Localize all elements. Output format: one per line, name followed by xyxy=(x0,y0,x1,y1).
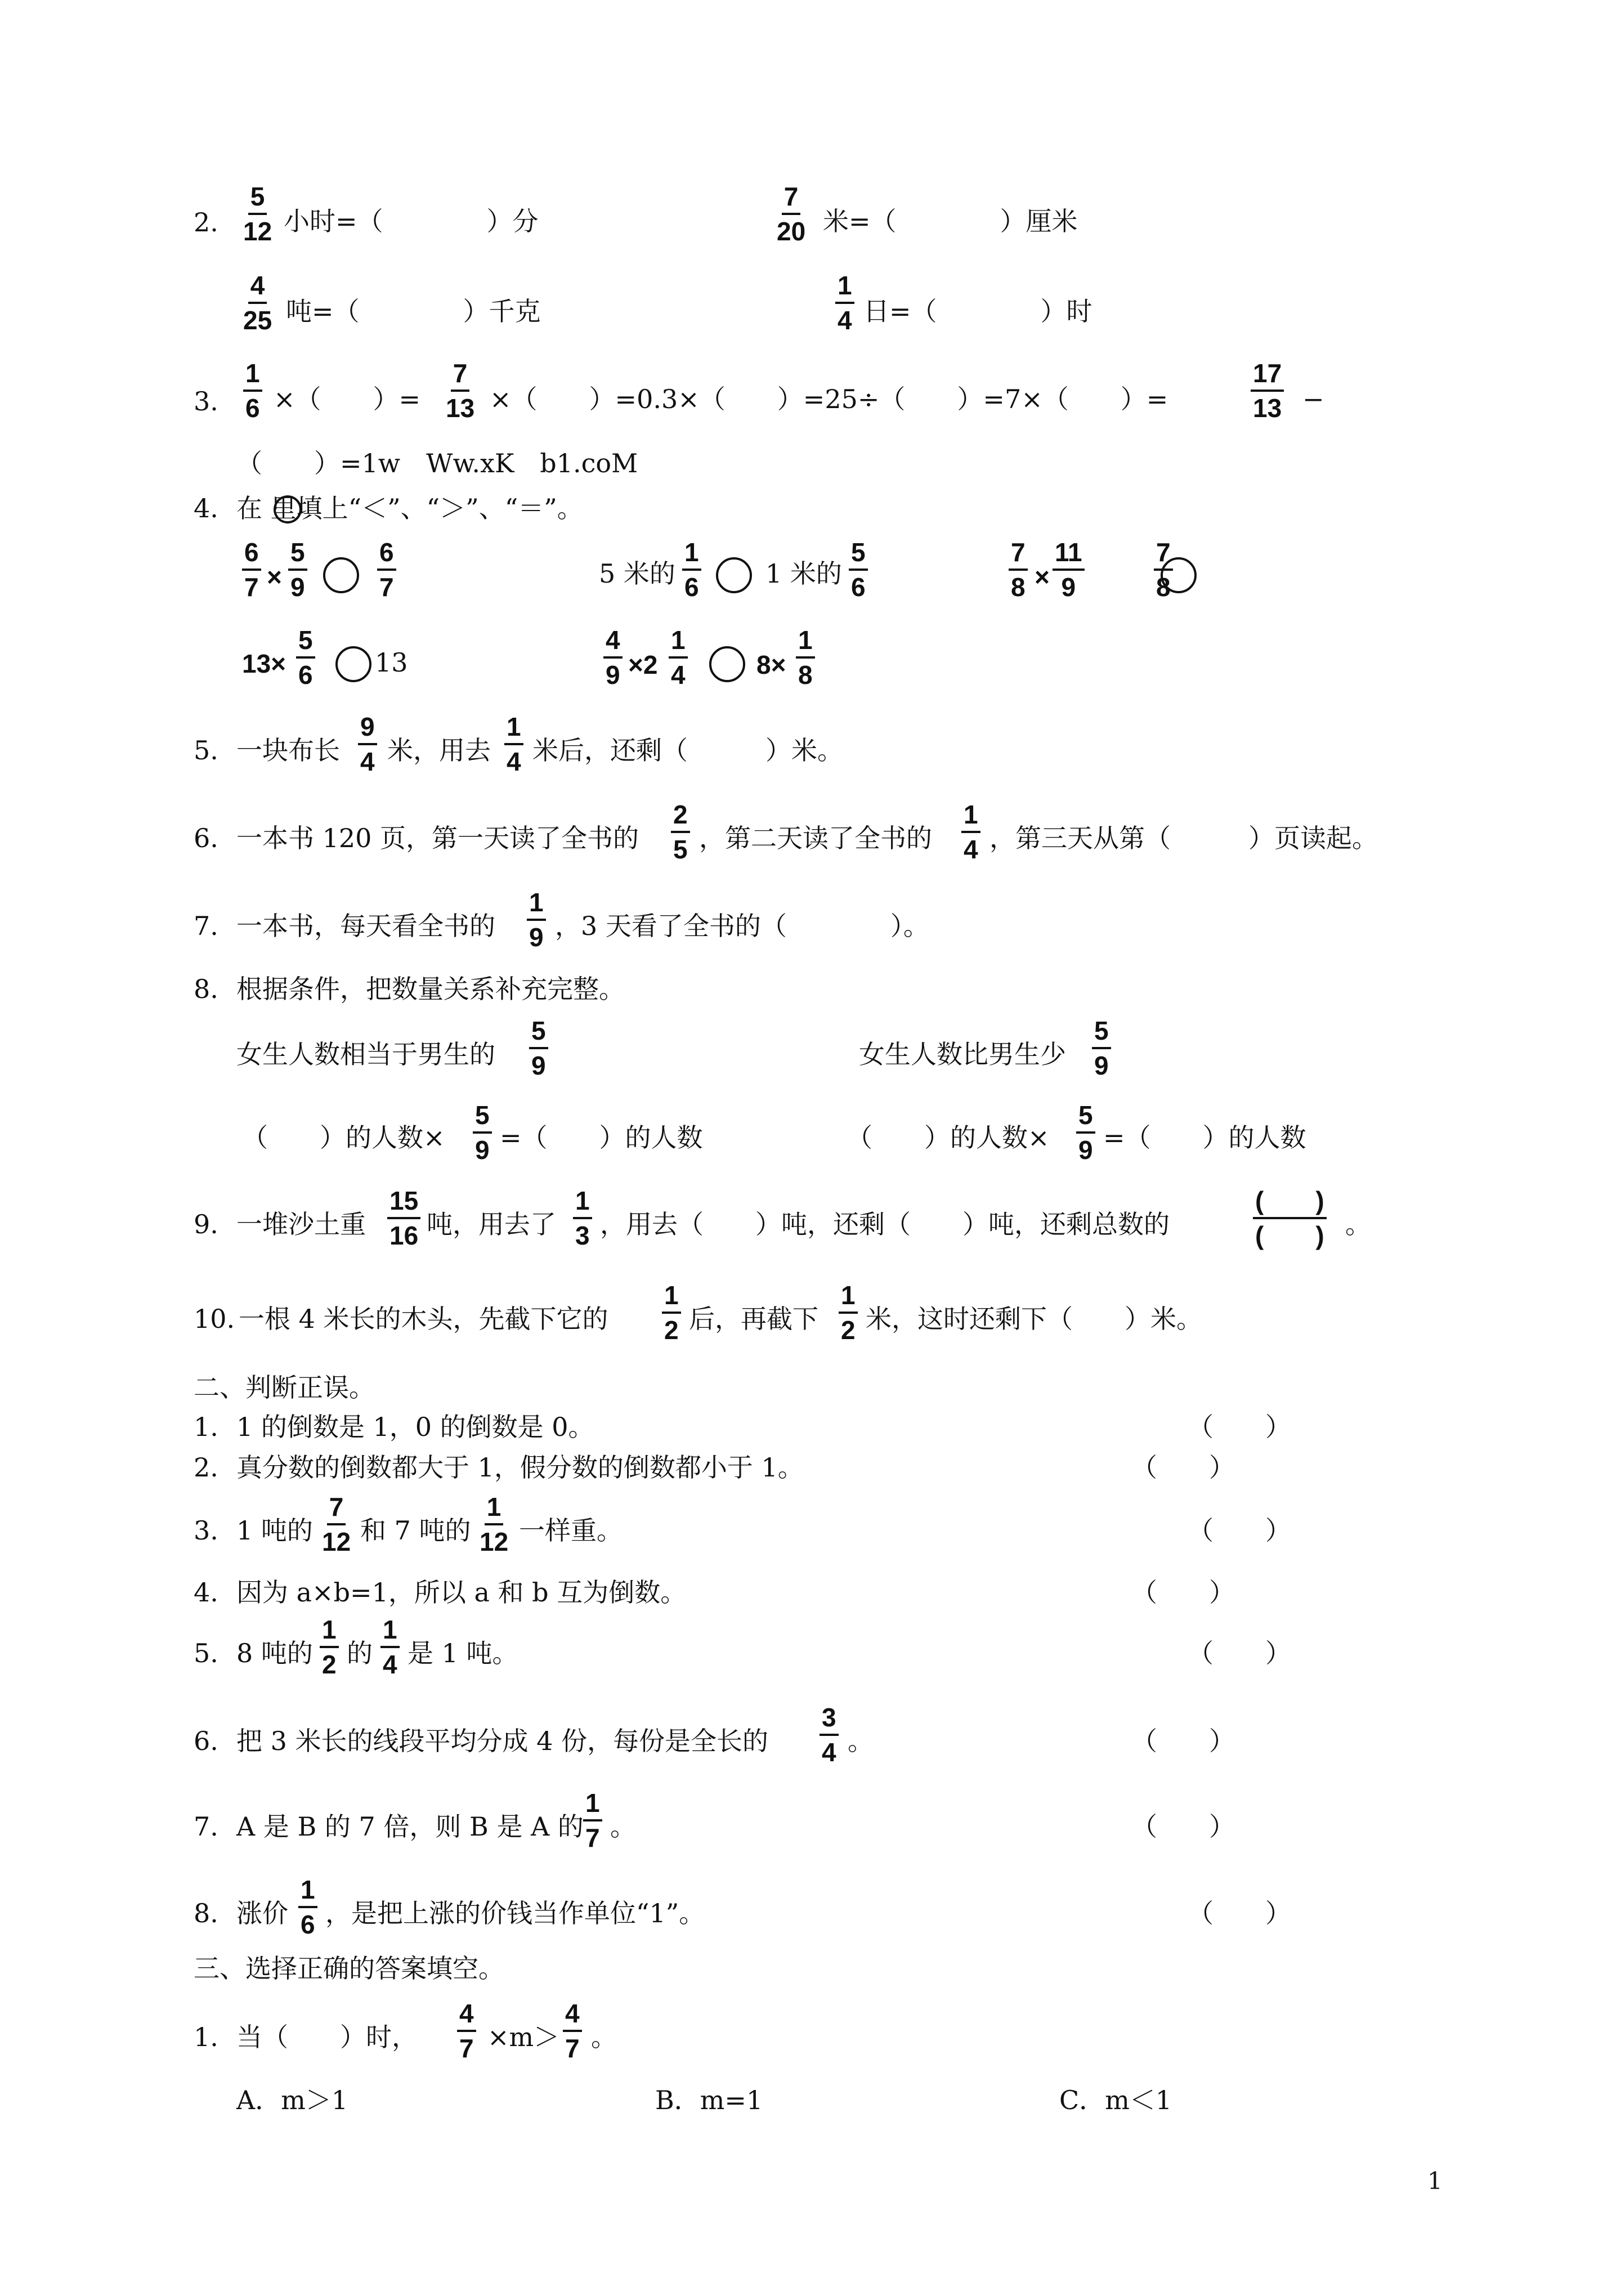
s3-i1-text-3: 。 xyxy=(591,2022,617,2052)
q6-text-3: ，第三天从第（ ）页读起。 xyxy=(989,823,1378,853)
s2-i5-answer[interactable]: （ ） xyxy=(1188,1638,1291,1668)
q2a-fraction: 5 12 xyxy=(243,182,272,246)
q6-frac-1: 2 5 xyxy=(671,802,690,862)
q4-i3-frac-b: 11 9 xyxy=(1053,539,1085,600)
q8b-text: 女生人数比男生少 xyxy=(859,1039,1066,1069)
s3-i1-frac-2: 4 7 xyxy=(563,2000,582,2061)
q10-text-3: 米，这时还剩下（ ）米。 xyxy=(866,1304,1202,1334)
s2-i6-number: 6. xyxy=(194,1726,218,1756)
s2-i3-text-1: 1 吨的 xyxy=(236,1515,313,1546)
s2-i2-answer[interactable]: （ ） xyxy=(1131,1452,1235,1483)
q8c-text-2: =（ ）的人数 xyxy=(500,1122,703,1153)
q8d-text-1: （ ）的人数× xyxy=(847,1122,1050,1153)
q4-i4-circle[interactable] xyxy=(335,646,371,682)
s2-i5-text-1: 8 吨的 xyxy=(236,1638,313,1668)
q2b-text: 米=（ ）厘米 xyxy=(823,206,1078,236)
q4-i1-frac-a: 6 7 xyxy=(242,539,261,600)
q4-i4-post: 13 xyxy=(375,647,408,678)
s2-i1-number: 1. xyxy=(194,1412,218,1442)
q3-frac-2: 7 13 xyxy=(446,359,475,423)
s3-option-a[interactable]: A．m＞1 xyxy=(236,2085,348,2115)
s2-i8-text-1: 涨价 xyxy=(236,1898,288,1928)
s2-i5-frac-2: 1 4 xyxy=(380,1617,400,1677)
q8-number: 8. xyxy=(194,974,218,1004)
q9-number: 9. xyxy=(194,1209,218,1239)
q5-text-3: 米后，还剩（ ）米。 xyxy=(532,735,843,766)
page-number: 1 xyxy=(1427,2167,1443,2195)
section-3-title: 三、选择正确的答案填空。 xyxy=(194,1953,504,1984)
q4-i2-pre: 5 米的 xyxy=(599,558,675,589)
q5-text-2: 米，用去 xyxy=(387,735,491,766)
q8a-text: 女生人数相当于男生的 xyxy=(236,1039,495,1069)
s2-i7-answer[interactable]: （ ） xyxy=(1131,1811,1235,1842)
s3-i1-text-2: ×m＞ xyxy=(487,2022,560,2052)
q4-i2-mid: 1 米的 xyxy=(765,558,842,589)
q7-text-1: 一本书，每天看全书的 xyxy=(236,911,495,941)
s2-i1-text: 1 的倒数是 1，0 的倒数是 0。 xyxy=(236,1412,594,1442)
q4-i1-frac-c: 6 7 xyxy=(377,539,396,600)
q8d-text-2: =（ ）的人数 xyxy=(1103,1122,1306,1153)
q6-text-2: ，第二天读了全书的 xyxy=(699,823,932,853)
q4-i5-post: 8× xyxy=(756,650,786,679)
q6-frac-2: 1 4 xyxy=(961,802,980,862)
s2-i8-number: 8. xyxy=(194,1898,218,1928)
q4-i3-circle[interactable] xyxy=(1161,557,1197,593)
s2-i8-answer[interactable]: （ ） xyxy=(1188,1898,1291,1928)
q4-number: 4. xyxy=(194,493,218,523)
q4-i1-frac-b: 5 9 xyxy=(288,539,307,600)
q5-frac-2: 1 4 xyxy=(504,714,523,775)
q9-text-1: 一堆沙土重 xyxy=(236,1209,366,1239)
q7-frac-1: 1 9 xyxy=(527,889,546,950)
q4-i1-op: × xyxy=(267,562,282,592)
q2a-text: 小时=（ ）分 xyxy=(284,206,539,236)
q9-frac-3-blank[interactable]: ( ) ( ) xyxy=(1253,1188,1327,1248)
q3-text-1: ×（ ）= xyxy=(274,384,421,414)
q9-text-3: ，用去（ ）吨，还剩（ ）吨，还剩总数的 xyxy=(600,1209,1170,1239)
q10-number: 10. xyxy=(194,1304,235,1334)
q10-text-2: 后，再截下 xyxy=(689,1304,818,1334)
s2-i3-frac-2: 1 12 xyxy=(480,1492,509,1556)
q3-text-3: − xyxy=(1302,384,1324,414)
s2-i4-text: 因为 a×b=1，所以 a 和 b 互为倒数。 xyxy=(236,1577,687,1608)
s2-i6-frac-1: 3 4 xyxy=(820,1704,839,1765)
s2-i4-answer[interactable]: （ ） xyxy=(1131,1577,1235,1608)
q2-number: 2. xyxy=(194,207,218,238)
s2-i7-number: 7. xyxy=(194,1811,218,1842)
compare-circle-icon xyxy=(274,495,302,523)
q2d-fraction: 1 4 xyxy=(835,272,854,333)
s2-i2-number: 2. xyxy=(194,1452,218,1483)
q8c-frac: 5 9 xyxy=(473,1102,492,1163)
s2-i5-text-2: 的 xyxy=(347,1638,373,1668)
s2-i7-text-2: 。 xyxy=(610,1811,636,1842)
q4-i5-frac-c: 1 8 xyxy=(796,627,815,688)
section-2-title: 二、判断正误。 xyxy=(194,1372,375,1403)
s2-i7-text-1: A 是 B 的 7 倍，则 B 是 A 的 xyxy=(236,1811,584,1842)
s2-i5-text-3: 是 1 吨。 xyxy=(408,1638,518,1668)
s2-i6-answer[interactable]: （ ） xyxy=(1131,1726,1235,1756)
q3-frac-3: 17 13 xyxy=(1251,360,1284,421)
s2-i3-answer[interactable]: （ ） xyxy=(1188,1515,1291,1546)
q10-text-1: 一根 4 米长的木头，先截下它的 xyxy=(239,1304,608,1334)
q4-i2-circle[interactable] xyxy=(716,557,752,593)
s2-i2-text: 真分数的倒数都大于 1，假分数的倒数都小于 1。 xyxy=(236,1452,804,1483)
q4-i4-pre: 13× xyxy=(242,649,286,678)
q7-text-2: ，3 天看了全书的（ ）。 xyxy=(555,911,929,941)
s2-i7-frac-1: 1 7 xyxy=(583,1790,602,1851)
q9-frac-1: 15 16 xyxy=(387,1188,420,1248)
q4-i1-circle[interactable] xyxy=(323,557,359,593)
q3-line-2: （ ）=1w Ww.xK b1.coM xyxy=(236,448,638,478)
q9-text-2: 吨，用去了 xyxy=(427,1209,556,1239)
s2-i8-frac-1: 1 6 xyxy=(298,1877,317,1937)
q9-frac-2: 1 3 xyxy=(573,1188,592,1248)
q4-i3-op: × xyxy=(1035,562,1050,592)
q4-i5-op: ×2 xyxy=(628,650,658,679)
s3-option-c[interactable]: C．m＜1 xyxy=(1059,2085,1172,2115)
q3-text-2: ×（ ）=0.3×（ ）=25÷（ ）=7×（ ）= xyxy=(490,384,1168,414)
q10-frac-2: 1 2 xyxy=(839,1282,858,1343)
q4-i5-frac-b: 1 4 xyxy=(669,627,688,688)
q4-i5-frac-a: 4 9 xyxy=(603,627,623,688)
q3-frac-1: 1 6 xyxy=(243,360,262,421)
q4-i2-frac-a: 1 6 xyxy=(682,539,701,600)
s2-i3-text-2: 和 7 吨的 xyxy=(360,1515,471,1546)
q2c-fraction: 4 25 xyxy=(243,271,272,335)
q5-text-1: 一块布长 xyxy=(236,735,340,766)
q9-text-4: 。 xyxy=(1345,1209,1371,1239)
s2-i5-frac-1: 1 2 xyxy=(320,1617,339,1677)
q5-number: 5. xyxy=(194,735,218,766)
s3-option-b[interactable]: B．m=1 xyxy=(655,2085,763,2115)
q2c-text: 吨=（ ）千克 xyxy=(286,296,541,326)
s2-i3-frac-1: 7 12 xyxy=(322,1492,351,1556)
q4-i2-frac-b: 5 6 xyxy=(849,539,868,600)
q8b-frac: 5 9 xyxy=(1092,1018,1111,1078)
s2-i6-text-2: 。 xyxy=(848,1726,874,1756)
q8-intro: 根据条件，把数量关系补充完整。 xyxy=(236,974,625,1004)
q2b-fraction: 7 20 xyxy=(777,182,806,246)
s2-i3-number: 3. xyxy=(194,1515,218,1546)
q5-frac-1: 9 4 xyxy=(358,714,377,775)
q4-i4-frac: 5 6 xyxy=(296,627,315,688)
q10-frac-1: 1 2 xyxy=(662,1282,681,1343)
q3-number: 3. xyxy=(194,386,218,417)
q8a-frac: 5 9 xyxy=(529,1018,548,1078)
q4-i3-frac-a: 7 8 xyxy=(1009,539,1028,600)
s3-i1-frac-1: 4 7 xyxy=(457,2000,476,2061)
s2-i3-text-3: 一样重。 xyxy=(519,1515,623,1546)
q6-number: 6. xyxy=(194,823,218,853)
q4-intro: 在 里填上“＜”、“＞”、“＝”。 xyxy=(236,493,583,523)
s2-i5-number: 5. xyxy=(194,1638,218,1668)
q8c-text-1: （ ）的人数× xyxy=(242,1122,445,1153)
q8d-frac: 5 9 xyxy=(1076,1102,1095,1163)
q6-text-1: 一本书 120 页，第一天读了全书的 xyxy=(236,823,639,853)
q4-i5-circle[interactable] xyxy=(709,646,745,682)
q2d-text: 日=（ ）时 xyxy=(863,296,1092,326)
q4-i3-frac-c: 7 8 xyxy=(1154,539,1173,600)
s2-i8-text-2: ，是把上涨的价钱当作单位“1”。 xyxy=(325,1898,705,1928)
s3-i1-text-1: 当（ ）时， xyxy=(236,2022,418,2052)
q7-number: 7. xyxy=(194,911,218,941)
s2-i1-answer[interactable]: （ ） xyxy=(1188,1412,1291,1442)
s2-i6-text-1: 把 3 米长的线段平均分成 4 份，每份是全长的 xyxy=(236,1726,769,1756)
s2-i4-number: 4. xyxy=(194,1577,218,1608)
s3-i1-number: 1. xyxy=(194,2022,218,2052)
